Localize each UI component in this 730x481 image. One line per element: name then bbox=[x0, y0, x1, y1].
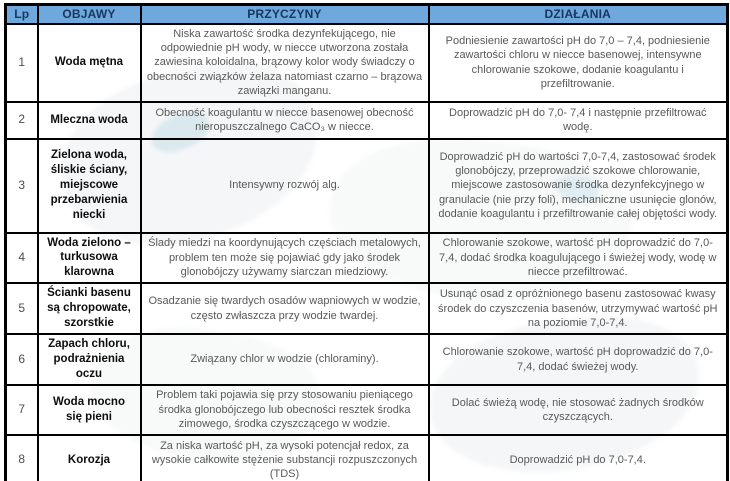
row-number-cell: 4 bbox=[6, 233, 38, 284]
header-dzialania: DZIAŁANIA bbox=[429, 5, 728, 24]
action-cell: Podniesienie zawartości pH do 7,0 – 7,4, podniesienie zawartości chloru w niecce basenowej, intensywne chlorowanie szokowe, dodanie koagulantu i przefiltrowanie. bbox=[429, 24, 728, 102]
table-row bbox=[6, 334, 728, 385]
table-row bbox=[6, 385, 728, 435]
cause-cell: Związany chlor w wodzie (chloraminy). bbox=[141, 334, 429, 385]
cause-cell: Obecność koagulantu w niecce basenowej obecność nieropuszczalnego CaCO₃ w niecce. bbox=[141, 102, 429, 139]
cause-cell: Intensywny rozwój alg. bbox=[141, 139, 429, 233]
row-number-cell: 3 bbox=[6, 139, 38, 233]
pool-problems-table bbox=[4, 3, 729, 481]
action-cell: Doprowadzić pH do 7,0-7,4. bbox=[429, 435, 728, 481]
cause-cell: Osadzanie się twardych osadów wapniowych w wodzie, często zwłaszcza przy wodzie twardej. bbox=[141, 283, 429, 334]
symptom-cell: Woda mętna bbox=[38, 24, 141, 102]
row-number-cell: 8 bbox=[6, 435, 38, 481]
header-objawy: OBJAWY bbox=[38, 5, 141, 24]
symptom-cell: Woda zielono – turkusowa klarowna bbox=[38, 233, 141, 284]
cause-cell: Problem taki pojawia się przy stosowaniu pieniącego środka glonobójczego lub obecności resztek środka zimowego, środka czyszczącego w wodzie. bbox=[141, 385, 429, 435]
header-przyczyny: PRZYCZYNY bbox=[141, 5, 429, 24]
cause-cell: Niska zawartość środka dezynfekującego, nie odpowiednie pH wody, w niecce utworzona została zawiesina koloidalna, brązowy kolor wody świadczy o obecności związków żelaza natomiast czarno – brązowa zawiązki manganu. bbox=[141, 24, 429, 102]
action-cell: Doprowadzić pH do wartości 7,0-7,4, zastosować środek glonobójczy, przeprowadzić szokowe chlorowanie, miejscowe zastosowanie środka dezynfekcyjnego w granulacie (nie przy foli), mechaniczne usunięcie glonów, dodanie koagulantu i przefiltrowanie całej objętości wody. bbox=[429, 139, 728, 233]
action-cell: Dolać świeżą wodę, nie stosować żadnych środków czyszczących. bbox=[429, 385, 728, 435]
row-number-cell: 6 bbox=[6, 334, 38, 385]
table-row bbox=[6, 233, 728, 284]
action-cell: Usunąć osad z opróżnionego basenu zastosować kwasy środek do czyszczenia basenów, utrzymywać wartość pH na poziomie 7,0-7,4. bbox=[429, 283, 728, 334]
symptom-cell: Woda mocno się pieni bbox=[38, 385, 141, 435]
action-cell: Chlorowanie szokowe, wartość pH doprowadzić do 7,0-7,4, dodać świeżej wody. bbox=[429, 334, 728, 385]
table-row bbox=[6, 24, 728, 102]
header-lp: Lp bbox=[6, 5, 38, 24]
row-number-cell: 7 bbox=[6, 385, 38, 435]
table-row bbox=[6, 435, 728, 481]
row-number-cell: 5 bbox=[6, 283, 38, 334]
table-row bbox=[6, 139, 728, 233]
row-number-cell: 1 bbox=[6, 24, 38, 102]
action-cell: Doprowadzić pH do 7,0- 7,4 i następnie przefiltrować wodę. bbox=[429, 102, 728, 139]
table-body bbox=[6, 24, 728, 481]
symptom-cell: Ścianki basenu są chropowate, szorstkie bbox=[38, 283, 141, 334]
symptom-cell: Korozja bbox=[38, 435, 141, 481]
symptom-cell: Zielona woda, śliskie ściany, miejscowe przebarwienia niecki bbox=[38, 139, 141, 233]
header-row bbox=[6, 5, 728, 24]
cause-cell: Za niska wartość pH, za wysoki potencjał redox, za wysokie całkowite stężenie substancji rozpuszczonych (TDS) bbox=[141, 435, 429, 481]
row-number-cell: 2 bbox=[6, 102, 38, 139]
table-row bbox=[6, 283, 728, 334]
symptom-cell: Zapach chloru, podrażnienia oczu bbox=[38, 334, 141, 385]
table-header bbox=[6, 5, 728, 24]
cause-cell: Ślady miedzi na koordynujących częściach metalowych, problem ten może się pojawiać gdy jako środek glonobójczy używamy siarczan miedziowy. bbox=[141, 233, 429, 284]
table-row bbox=[6, 102, 728, 139]
symptom-cell: Mleczna woda bbox=[38, 102, 141, 139]
action-cell: Chlorowanie szokowe, wartość pH doprowadzić do 7,0-7,4, dodać środka koagulującego i świeżej wody, wodę w niecce przefiltrować. bbox=[429, 233, 728, 284]
